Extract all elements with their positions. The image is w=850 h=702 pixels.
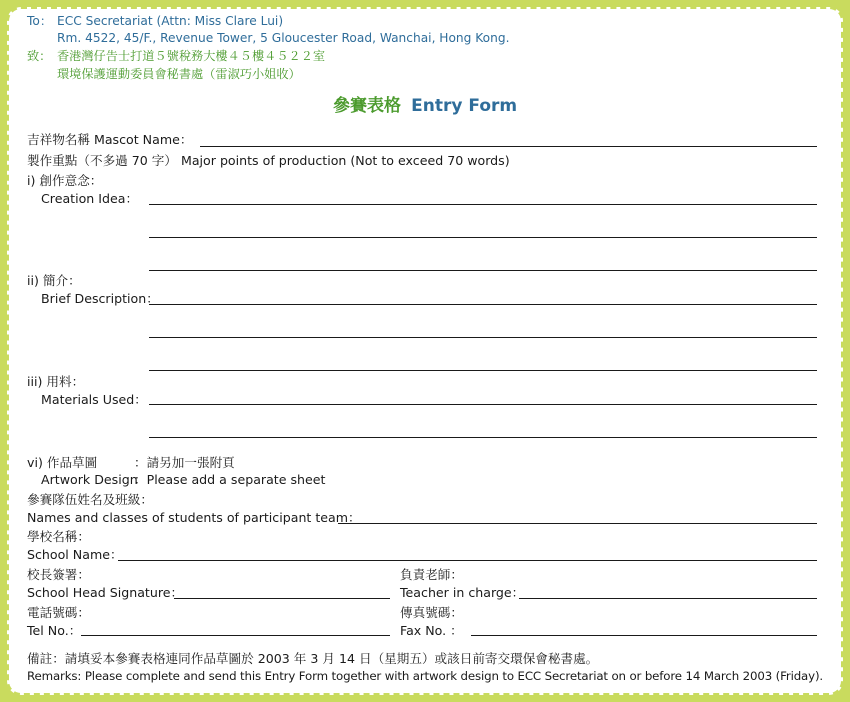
artwork-design-zh-note: ：請另加一張附頁 xyxy=(134,455,235,470)
brief-description-label: Brief Description： xyxy=(41,291,159,306)
school-name-line[interactable] xyxy=(118,560,817,561)
school-head-label: School Head Signature： xyxy=(27,585,184,600)
production-points-label: 製作重點（不多過 70 字） Major points of production (Not to exceed 70 words) xyxy=(27,153,510,168)
form-title xyxy=(333,91,517,116)
creation-idea-line-1[interactable] xyxy=(149,204,817,205)
creation-idea-line-3[interactable] xyxy=(149,270,817,271)
creation-idea-line-2[interactable] xyxy=(149,237,817,238)
school-head-zh: 校長簽署： xyxy=(27,567,90,582)
teacher-line[interactable] xyxy=(519,598,817,599)
tel-line[interactable] xyxy=(81,635,390,636)
teacher-label: Teacher in charge： xyxy=(400,585,525,600)
title-en: Entry Form xyxy=(411,96,518,116)
brief-description-line-3[interactable] xyxy=(149,370,817,371)
zh-address-line-2: 環境保護運動委員會秘書處（雷淑巧小姐收） xyxy=(57,67,301,81)
school-name-zh: 學校名稱： xyxy=(27,529,90,544)
artwork-design-note: ：Please add a separate sheet xyxy=(134,472,326,487)
school-head-line[interactable] xyxy=(174,598,390,599)
to-line-2: Rm. 4522, 45/F., Revenue Tower, 5 Gloucester Road, Wanchai, Hong Kong. xyxy=(57,31,510,45)
fax-zh: 傳真號碼： xyxy=(400,605,463,620)
materials-used-zh: iii) 用料： xyxy=(27,374,85,389)
to-line-1: ECC Secretariat (Attn: Miss Clare Lui) xyxy=(57,14,284,28)
materials-used-line-2[interactable] xyxy=(149,437,817,438)
artwork-design-zh: vi) 作品草圖 xyxy=(27,455,98,470)
fax-line[interactable] xyxy=(471,635,817,636)
tel-zh: 電話號碼： xyxy=(27,605,90,620)
team-label: Names and classes of students of participant team： xyxy=(27,510,361,525)
remarks-zh: 備註：請填妥本參賽表格連同作品草圖於 2003 年 3 月 14 日（星期五）或該日前寄交環保會秘書處。 xyxy=(27,651,599,666)
zh-to-label: 致： xyxy=(27,49,52,63)
teacher-zh: 負責老師： xyxy=(400,567,463,582)
creation-idea-label: Creation Idea： xyxy=(41,191,139,206)
zh-address-line-1: 香港灣仔告士打道５號稅務大樓４５樓４５２２室 xyxy=(57,49,326,63)
to-label: To： xyxy=(27,14,53,28)
title-zh: 參賽表格 xyxy=(333,96,401,116)
materials-used-label: Materials Used： xyxy=(41,392,147,407)
brief-description-zh: ii) 簡介： xyxy=(27,273,81,288)
creation-idea-zh: i) 創作意念： xyxy=(27,173,103,188)
brief-description-line-1[interactable] xyxy=(149,304,817,305)
brief-description-line-2[interactable] xyxy=(149,337,817,338)
mascot-name-label: 吉祥物名稱 Mascot Name： xyxy=(27,132,193,147)
school-name-label: School Name： xyxy=(27,547,123,562)
remarks-en: Remarks: Please complete and send this Entry Form together with artwork design to ECC Secretariat on or before 14 March 2003 (Friday). xyxy=(27,669,824,683)
tel-label: Tel No.： xyxy=(27,623,82,638)
materials-used-line-1[interactable] xyxy=(149,404,817,405)
team-line[interactable] xyxy=(338,523,817,524)
mascot-name-line[interactable] xyxy=(200,146,817,147)
artwork-design-label: Artwork Design xyxy=(41,472,138,487)
fax-label: Fax No. ： xyxy=(400,623,463,638)
team-zh: 參賽隊伍姓名及班級： xyxy=(27,492,153,507)
